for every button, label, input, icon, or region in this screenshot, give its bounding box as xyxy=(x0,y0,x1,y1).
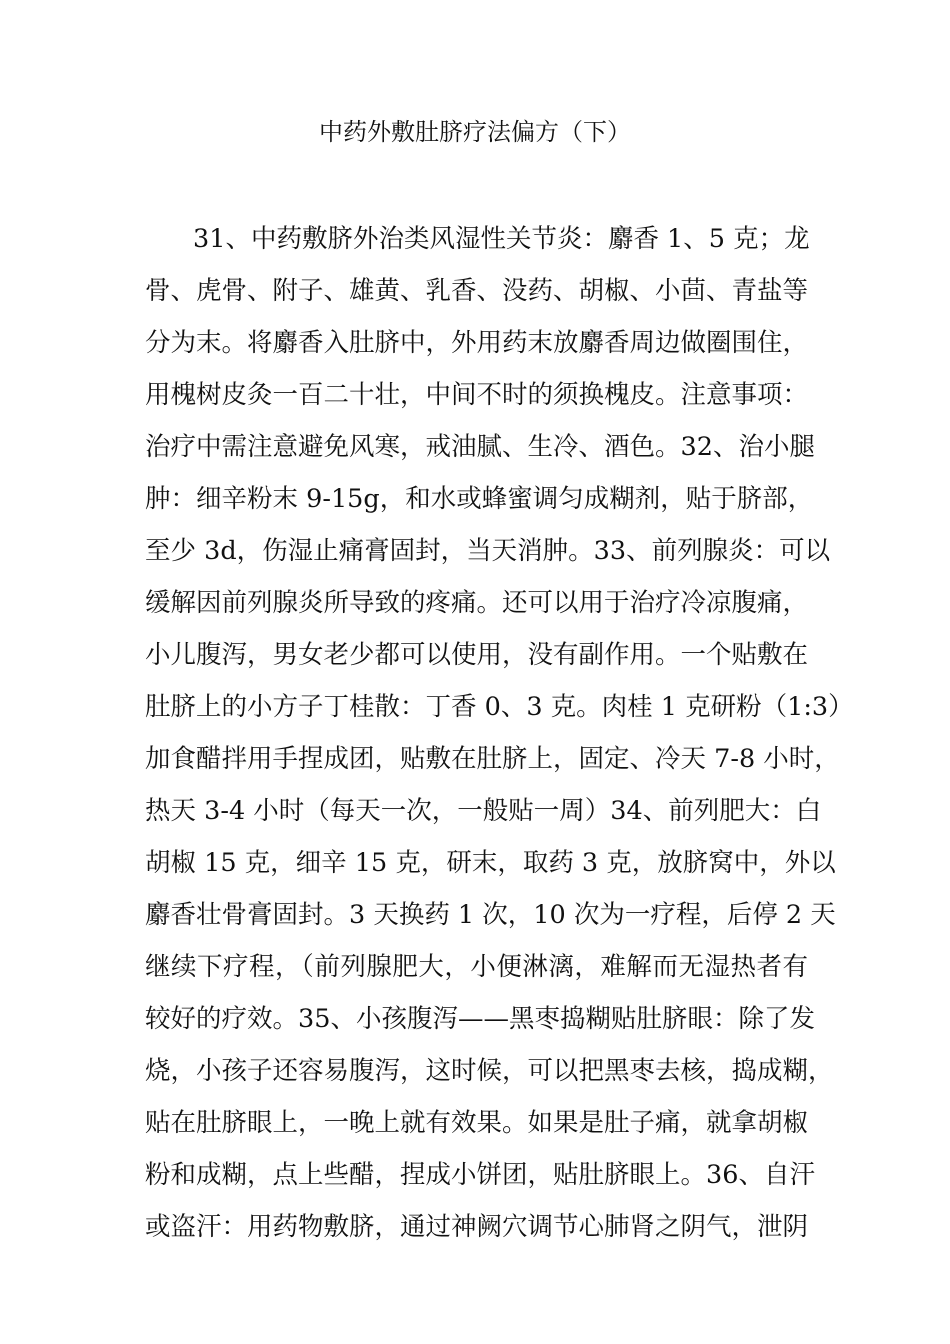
text-line: 胡椒 15 克，细辛 15 克，研末，取药 3 克，放脐窝中，外以 xyxy=(145,848,836,878)
text-line: 小儿腹泻，男女老少都可以使用，没有副作用。一个贴敷在 xyxy=(145,640,809,670)
text-line: 继续下疗程，（前列腺肥大，小便淋漓，难解而无湿热者有 xyxy=(145,952,808,982)
text-line: 骨、虎骨、附子、雄黄、乳香、没药、胡椒、小茴、青盐等 xyxy=(145,276,809,306)
text-line: 贴在肚脐眼上，一晚上就有效果。如果是肚子痛，就拿胡椒 xyxy=(145,1108,809,1138)
text-line: 或盗汗：用药物敷脐，通过神阙穴调节心肺肾之阴气，泄阴 xyxy=(145,1212,809,1242)
page-title: 中药外敷肚脐疗法偏方（下） xyxy=(319,118,631,146)
text-line: 31、中药敷脐外治类风湿性关节炎：麝香 1、5 克；龙 xyxy=(193,224,810,254)
text-line: 用槐树皮灸一百二十壮，中间不时的须换槐皮。注意事项： xyxy=(145,380,809,410)
text-line: 肿：细辛粉末 9-15g，和水或蜂蜜调匀成糊剂，贴于脐部， xyxy=(145,484,814,514)
text-line: 麝香壮骨膏固封。3 天换药 1 次，10 次为一疗程，后停 2 天 xyxy=(145,900,836,930)
text-line: 至少 3d，伤湿止痛膏固封，当天消肿。33、前列腺炎：可以 xyxy=(145,536,831,566)
text-line: 肚脐上的小方子丁桂散：丁香 0、3 克。肉桂 1 克研粉（1:3） xyxy=(145,692,854,722)
text-line: 粉和成糊，点上些醋，捏成小饼团，贴肚脐眼上。36、自汗 xyxy=(145,1160,815,1190)
body-text xyxy=(145,213,854,1253)
text-line: 烧，小孩子还容易腹泻，这时候，可以把黑枣去核，捣成糊， xyxy=(145,1056,834,1086)
text-line: 较好的疗效。35、小孩腹泻——黑枣捣糊贴肚脐眼：除了发 xyxy=(145,1004,815,1034)
text-line: 治疗中需注意避免风寒，戒油腻、生冷、酒色。32、治小腿 xyxy=(145,432,815,462)
text-line: 缓解因前列腺炎所导致的疼痛。还可以用于治疗冷凉腹痛， xyxy=(145,588,809,618)
text-line: 加食醋拌用手捏成团，贴敷在肚脐上，固定、冷天 7-8 小时， xyxy=(145,744,840,774)
text-line: 热天 3-4 小时（每天一次，一般贴一周）34、前列肥大：白 xyxy=(145,796,822,826)
text-line: 分为末。将麝香入肚脐中，外用药末放麝香周边做圈围住， xyxy=(145,328,809,358)
